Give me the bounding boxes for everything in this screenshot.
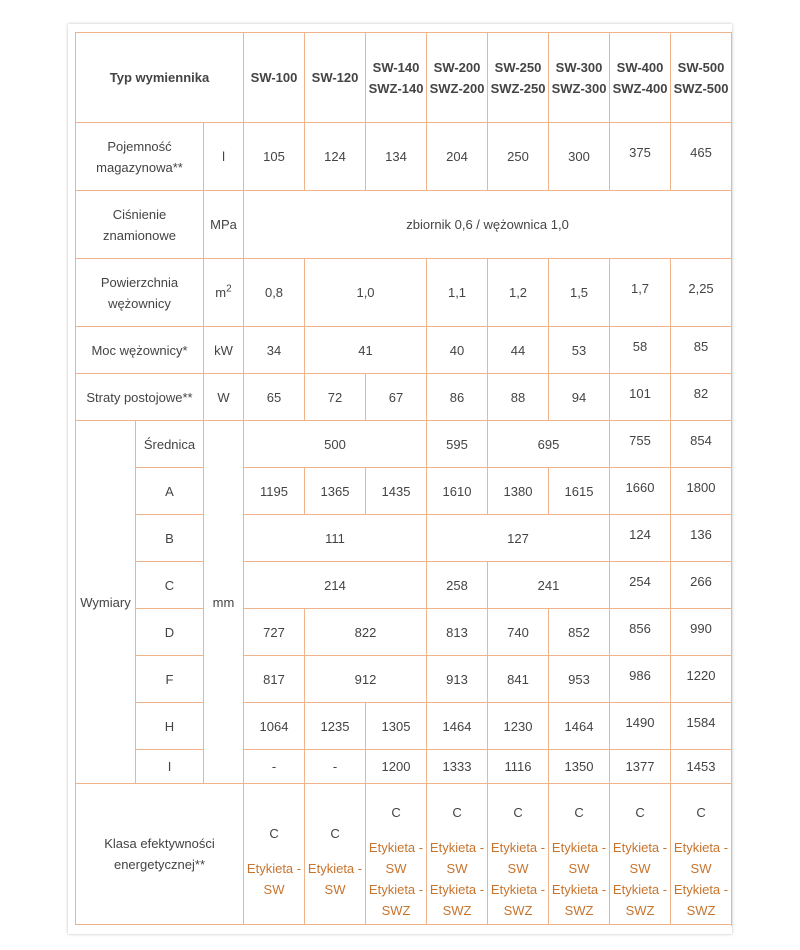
value-cell: 1660 — [610, 468, 671, 515]
value-cell: 1350 — [549, 750, 610, 784]
model-sw-500: SW-500 SWZ-500 — [671, 33, 732, 123]
klasa-value: C — [635, 804, 645, 820]
value-cell: 1,2 — [488, 259, 549, 327]
klasa-cell — [610, 784, 671, 925]
value-cell: 105 — [244, 123, 305, 191]
model-sw-300: SW-300 SWZ-300 — [549, 33, 610, 123]
row-d — [76, 609, 732, 656]
etykieta-sw-link[interactable]: Etykieta - SW — [551, 839, 607, 876]
wymiary-label: Wymiary — [76, 421, 136, 784]
dimension-label: D — [136, 609, 204, 656]
row-unit: W — [204, 374, 244, 421]
value-cell: 85 — [671, 327, 732, 374]
value-cell: - — [305, 750, 366, 784]
row-moc — [76, 327, 732, 374]
klasa-cell — [488, 784, 549, 925]
value-cell: 1,7 — [610, 259, 671, 327]
value-cell: zbiornik 0,6 / wężownica 1,0 — [244, 191, 732, 259]
row-straty — [76, 374, 732, 421]
value-cell: 500 — [244, 421, 427, 468]
etykieta-sw-link[interactable]: Etykieta - SW — [673, 839, 729, 876]
value-cell: 2,25 — [671, 259, 732, 327]
klasa-cell — [305, 784, 366, 925]
value-cell: 852 — [549, 609, 610, 656]
klasa-cell — [671, 784, 732, 925]
value-cell: 1195 — [244, 468, 305, 515]
value-cell: 1220 — [671, 656, 732, 703]
model-sw-400: SW-400 SWZ-400 — [610, 33, 671, 123]
value-cell: 1610 — [427, 468, 488, 515]
value-cell: 204 — [427, 123, 488, 191]
row-label: Straty postojowe** — [76, 374, 204, 421]
value-cell: 913 — [427, 656, 488, 703]
value-cell: 266 — [671, 562, 732, 609]
value-cell: 1464 — [549, 703, 610, 750]
value-cell: 258 — [427, 562, 488, 609]
row-pojemnosc — [76, 123, 732, 191]
value-cell: 254 — [610, 562, 671, 609]
klasa-value: C — [574, 804, 584, 820]
row-srednica — [76, 421, 732, 468]
value-cell: 1116 — [488, 750, 549, 784]
value-cell: 1305 — [366, 703, 427, 750]
etykieta-sw-link[interactable]: Etykieta - SW — [490, 839, 546, 876]
value-cell: 1800 — [671, 468, 732, 515]
row-c — [76, 562, 732, 609]
etykieta-sw-link[interactable]: Etykieta - SW — [307, 860, 363, 897]
value-cell: 241 — [488, 562, 610, 609]
value-cell: 1,0 — [305, 259, 427, 327]
value-cell: 755 — [610, 421, 671, 468]
value-cell: 1464 — [427, 703, 488, 750]
model-sw-200: SW-200 SWZ-200 — [427, 33, 488, 123]
dimension-label: H — [136, 703, 204, 750]
table-right-edge — [731, 32, 732, 926]
value-cell: 1377 — [610, 750, 671, 784]
value-cell: 841 — [488, 656, 549, 703]
value-cell: 953 — [549, 656, 610, 703]
row-b — [76, 515, 732, 562]
value-cell: 82 — [671, 374, 732, 421]
etykieta-swz-link[interactable]: Etykieta - SWZ — [429, 881, 485, 918]
klasa-cell — [549, 784, 610, 925]
model-sw-120: SW-120 — [305, 33, 366, 123]
klasa-cell — [244, 784, 305, 925]
value-cell: 124 — [305, 123, 366, 191]
value-cell: 986 — [610, 656, 671, 703]
row-i — [76, 750, 732, 784]
value-cell: 101 — [610, 374, 671, 421]
value-cell: 990 — [671, 609, 732, 656]
dimension-label: B — [136, 515, 204, 562]
row-unit: MPa — [204, 191, 244, 259]
row-f — [76, 656, 732, 703]
klasa-value: C — [391, 804, 401, 820]
row-cisnienie — [76, 191, 732, 259]
klasa-value: C — [452, 804, 462, 820]
row-unit: $m^2$ — [204, 259, 244, 327]
value-cell: 88 — [488, 374, 549, 421]
row-unit: kW — [204, 327, 244, 374]
value-cell: 465 — [671, 123, 732, 191]
value-cell: 67 — [366, 374, 427, 421]
klasa-value: C — [513, 804, 523, 820]
value-cell: 34 — [244, 327, 305, 374]
value-cell: 822 — [305, 609, 427, 656]
value-cell: 86 — [427, 374, 488, 421]
value-cell: 40 — [427, 327, 488, 374]
value-cell: 111 — [244, 515, 427, 562]
value-cell: 1365 — [305, 468, 366, 515]
dimension-label: C — [136, 562, 204, 609]
row-label: Powierzchnia wężownicy — [76, 259, 204, 327]
row-label: Pojemność magazynowa** — [76, 123, 204, 191]
value-cell: 41 — [305, 327, 427, 374]
value-cell: 44 — [488, 327, 549, 374]
row-label: Ciśnienie znamionowe — [76, 191, 204, 259]
value-cell: 250 — [488, 123, 549, 191]
row-h — [76, 703, 732, 750]
row-unit: l — [204, 123, 244, 191]
value-cell: 300 — [549, 123, 610, 191]
value-cell: 1333 — [427, 750, 488, 784]
value-cell: 53 — [549, 327, 610, 374]
value-cell: 1615 — [549, 468, 610, 515]
dimension-label: A — [136, 468, 204, 515]
model-sw-250: SW-250 SWZ-250 — [488, 33, 549, 123]
value-cell: 695 — [488, 421, 610, 468]
value-cell: 813 — [427, 609, 488, 656]
value-cell: 595 — [427, 421, 488, 468]
model-sw-140: SW-140 SWZ-140 — [366, 33, 427, 123]
value-cell: 58 — [610, 327, 671, 374]
header-row — [76, 33, 732, 123]
klasa-cell — [366, 784, 427, 925]
value-cell: 1435 — [366, 468, 427, 515]
header-title: Typ wymiennika — [76, 33, 244, 123]
etykieta-sw-link[interactable]: Etykieta - SW — [246, 860, 302, 897]
etykieta-swz-link[interactable]: Etykieta - SWZ — [673, 881, 729, 918]
model-sw-100: SW-100 — [244, 33, 305, 123]
etykieta-swz-link[interactable]: Etykieta - SWZ — [490, 881, 546, 918]
etykieta-sw-link[interactable]: Etykieta - SW — [612, 839, 668, 876]
value-cell: 1453 — [671, 750, 732, 784]
value-cell: 136 — [671, 515, 732, 562]
value-cell: 912 — [305, 656, 427, 703]
specification-table — [75, 32, 732, 925]
klasa-value: C — [330, 825, 340, 841]
value-cell: 1,5 — [549, 259, 610, 327]
value-cell: 817 — [244, 656, 305, 703]
value-cell: 0,8 — [244, 259, 305, 327]
value-cell: 127 — [427, 515, 610, 562]
klasa-value: C — [269, 825, 279, 841]
value-cell: 856 — [610, 609, 671, 656]
value-cell: 1200 — [366, 750, 427, 784]
etykieta-swz-link[interactable]: Etykieta - SWZ — [368, 881, 424, 918]
klasa-label: Klasa efektywności energetycznej** — [76, 784, 244, 925]
value-cell: - — [244, 750, 305, 784]
value-cell: 65 — [244, 374, 305, 421]
value-cell: 1584 — [671, 703, 732, 750]
value-cell: 1064 — [244, 703, 305, 750]
row-klasa — [76, 784, 732, 925]
value-cell: 124 — [610, 515, 671, 562]
value-cell: 1235 — [305, 703, 366, 750]
value-cell: 1380 — [488, 468, 549, 515]
value-cell: 854 — [671, 421, 732, 468]
value-cell: 375 — [610, 123, 671, 191]
value-cell: 1230 — [488, 703, 549, 750]
etykieta-swz-link[interactable]: Etykieta - SWZ — [612, 881, 668, 918]
value-cell: 1490 — [610, 703, 671, 750]
dimension-label: Średnica — [136, 421, 204, 468]
value-cell: 214 — [244, 562, 427, 609]
wymiary-unit: mm — [204, 421, 244, 784]
value-cell: 1,1 — [427, 259, 488, 327]
row-label: Moc wężownicy* — [76, 327, 204, 374]
value-cell: 94 — [549, 374, 610, 421]
etykieta-sw-link[interactable]: Etykieta - SW — [368, 839, 424, 876]
row-a — [76, 468, 732, 515]
value-cell: 727 — [244, 609, 305, 656]
etykieta-sw-link[interactable]: Etykieta - SW — [429, 839, 485, 876]
klasa-cell — [427, 784, 488, 925]
dimension-label: I — [136, 750, 204, 784]
row-powierzchnia — [76, 259, 732, 327]
dimension-label: F — [136, 656, 204, 703]
value-cell: 134 — [366, 123, 427, 191]
value-cell: 72 — [305, 374, 366, 421]
value-cell: 740 — [488, 609, 549, 656]
etykieta-swz-link[interactable]: Etykieta - SWZ — [551, 881, 607, 918]
klasa-value: C — [696, 804, 706, 820]
